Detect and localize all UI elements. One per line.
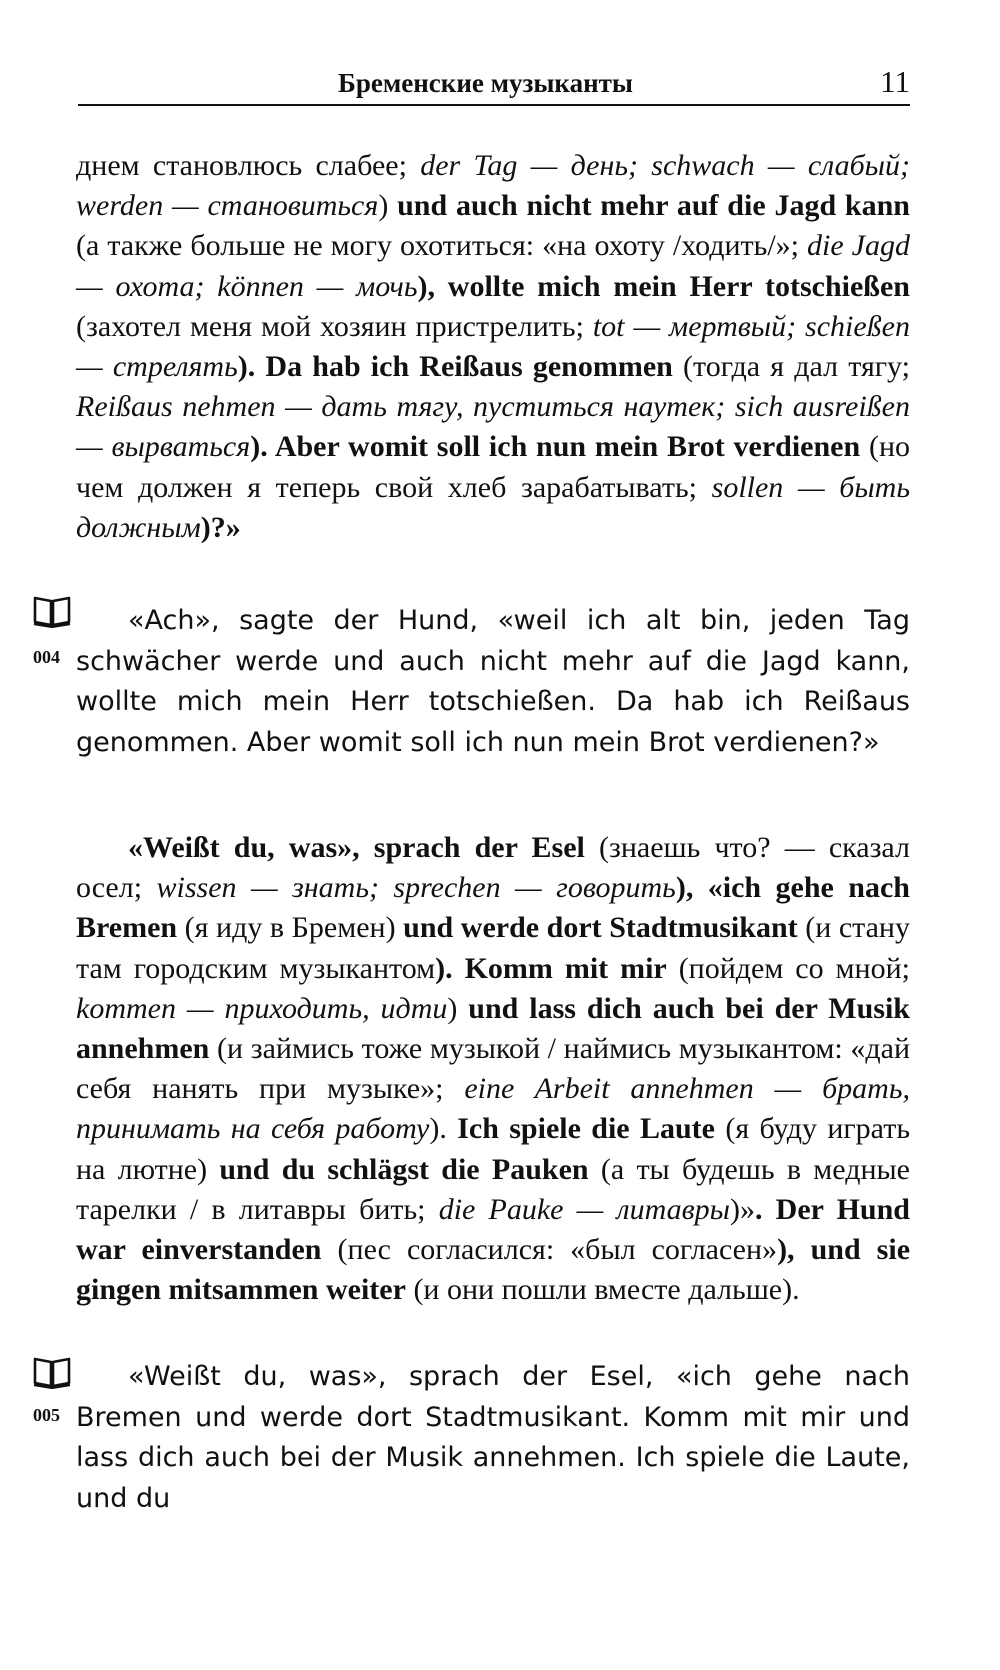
german-phrase: . Der Hund war einverstanden	[76, 1192, 910, 1267]
glossary-note: kommen — приходить, идти	[76, 991, 448, 1025]
translation-text: (и они пошли вместе дальше).	[405, 1273, 800, 1307]
german-phrase: und werde dort Stadtmusikant	[403, 911, 798, 945]
translation-text: (захотел меня мой хозяин пристрелить;	[76, 309, 593, 343]
translation-text: ).	[429, 1112, 458, 1146]
commentary-paragraph-1	[76, 146, 910, 548]
german-phrase: ). Aber womit soll ich nun mein Brot verdienen	[250, 430, 861, 464]
glossary-note: Reißaus nehmen — дать тягу, пуститься наутек; sich ausreißen — вырваться	[76, 390, 910, 464]
translation-text: )	[378, 189, 398, 223]
translation-text: (и стану там городским музыкантом	[76, 911, 910, 985]
translation-text: (пойдем со мной;	[666, 951, 910, 985]
german-phrase: ). Da hab ich Reißaus genommen	[237, 350, 673, 384]
translation-text: (и займись тоже музыкой / наймись музыкантом: «дай себя нанять при музыке»;	[76, 1032, 910, 1106]
german-phrase: )?»	[200, 510, 241, 544]
translation-text: (я буду играть на лютне)	[76, 1112, 911, 1186]
german-phrase: Ich spiele die Laute	[457, 1112, 715, 1146]
translation-text: (знаешь что? — сказал осел;	[76, 831, 910, 905]
glossary-note: die Jagd — охота; können — мочь	[76, 229, 910, 303]
glossary-note: sollen — быть должным	[76, 470, 911, 544]
audio-text-paragraph-1: «Ach», sagte der Hund, «weil ich alt bin, jeden Tag schwächer werde und auch nicht mehr auf die Jagd kann, wollte mich mein Herr totschießen. Da hab ich Reißaus genommen. Aber womit soll ich nun mein Brot verdienen?»	[76, 605, 910, 758]
german-phrase: ), wollte mich mein Herr totschießen	[417, 269, 910, 303]
german-phrase: und lass dich auch bei der Musik annehmen	[76, 991, 910, 1066]
running-header	[78, 62, 910, 106]
german-phrase: ). Komm mit mir	[435, 951, 667, 985]
german-phrase: ), «ich gehe nach Bremen	[76, 871, 910, 945]
translation-text: (но чем должен я теперь свой хлеб зарабатывать;	[76, 430, 910, 504]
running-title: Бременские музыканты	[338, 68, 633, 98]
translation-text: )	[447, 991, 469, 1025]
glossary-note: eine Arbeit annehmen — брать, принимать на себя работу	[76, 1072, 910, 1146]
translation-text: (я иду в Бремен)	[177, 911, 404, 945]
page-number: 11	[880, 64, 910, 99]
translation-text: днем становлюсь слабее;	[76, 149, 421, 182]
translation-text: (а ты будешь в медные тарелки / в литавры бить;	[76, 1152, 910, 1226]
german-phrase: und du schlägst die Pauken	[219, 1152, 589, 1186]
commentary-paragraph-2	[76, 828, 910, 1310]
open-book-icon	[32, 1355, 72, 1389]
german-phrase: und auch nicht mehr auf die Jagd kann	[397, 189, 910, 223]
translation-text: (а также больше не могу охотиться: «на охоту /ходить/»;	[76, 229, 808, 263]
glossary-note: die Pauke — литавры	[438, 1192, 730, 1226]
glossary-note: wissen — знать; sprechen — говорить	[156, 871, 676, 905]
glossary-note: tot — мертвый; schießen — стрелять	[76, 309, 910, 384]
translation-text: (тогда я дал тягу;	[672, 350, 910, 384]
glossary-note: der Tag — день; schwach — слабый; werden — становиться	[76, 149, 910, 223]
track-number-004: 004	[33, 647, 60, 667]
translation-text: )»	[729, 1192, 755, 1226]
german-phrase: ), und sie gingen mitsammen weiter	[76, 1233, 911, 1307]
german-phrase: «Weißt du, was», sprach der Esel	[128, 831, 585, 864]
track-number-005: 005	[33, 1405, 60, 1425]
open-book-icon	[32, 594, 72, 628]
translation-text: (пес согласился: «был согласен»	[321, 1233, 778, 1267]
audio-text-paragraph-2: «Weißt du, was», sprach der Esel, «ich gehe nach Bremen und werde dort Stadtmusikant. Komm mit mir und lass dich auch bei der Musik annehmen. Ich spiele die Laute, und du	[76, 1361, 910, 1514]
